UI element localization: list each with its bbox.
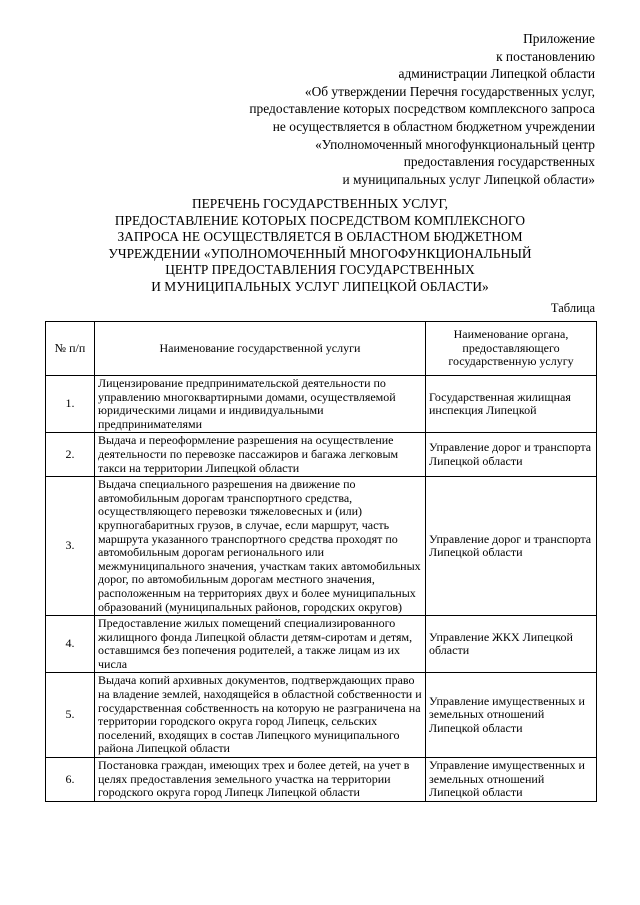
row-org: Управление дорог и транспорта Липецкой области bbox=[426, 433, 597, 477]
row-service: Постановка граждан, имеющих трех и более детей, на учет в целях предоставления земельного участка на территории городского округа город Липецк Липецкой области bbox=[95, 758, 426, 802]
services-table bbox=[45, 321, 597, 802]
row-org: Управление имущественных и земельных отношений Липецкой области bbox=[426, 673, 597, 758]
row-num: 6. bbox=[46, 758, 95, 802]
table-row bbox=[46, 616, 597, 673]
row-org: Управление ЖКХ Липецкой области bbox=[426, 616, 597, 673]
appendix-header bbox=[115, 30, 595, 188]
appendix-line: к постановлению bbox=[496, 48, 595, 64]
row-service: Лицензирование предпринимательской деятельности по управлению многоквартирными домами, осуществляемой юридическими лицами и индивидуальными предпринимателями bbox=[95, 376, 426, 433]
appendix-line: и муниципальных услуг Липецкой области» bbox=[342, 171, 595, 187]
appendix-line: не осуществляется в областном бюджетном учреждении bbox=[272, 118, 595, 134]
row-service: Выдача и переоформление разрешения на осуществление деятельности по перевозке пассажиров и багажа легковым такси на территории Липецкой области bbox=[95, 433, 426, 477]
appendix-line: «Об утверждении Перечня государственных услуг, bbox=[304, 83, 595, 99]
appendix-line: Приложение bbox=[523, 31, 595, 46]
row-org: Государственная жилищная инспекция Липецкой bbox=[426, 376, 597, 433]
title-line: УЧРЕЖДЕНИИ «УПОЛНОМОЧЕННЫЙ МНОГОФУНКЦИОНАЛЬНЫЙ bbox=[108, 245, 532, 261]
title-line: ЗАПРОСА НЕ ОСУЩЕСТВЛЯЕТСЯ В ОБЛАСТНОМ БЮДЖЕТНОМ bbox=[117, 229, 523, 245]
row-service: Предоставление жилых помещений специализированного жилищного фонда Липецкой области детям-сиротам и детям, оставшимся без попечения родителей, а также лицам из их числа bbox=[95, 616, 426, 673]
header-org: Наименование органа, предоставляющего государственную услугу bbox=[426, 322, 597, 376]
appendix-line: предоставление которых посредством комплексного запроса bbox=[249, 101, 595, 117]
table-row bbox=[46, 477, 597, 616]
row-num: 3. bbox=[46, 477, 95, 616]
title-line: ЦЕНТР ПРЕДОСТАВЛЕНИЯ ГОСУДАРСТВЕННЫХ bbox=[165, 262, 475, 278]
row-org: Управление имущественных и земельных отношений Липецкой области bbox=[426, 758, 597, 802]
row-service: Выдача специального разрешения на движение по автомобильным дорогам транспортного средства, осуществляющего перевозки тяжеловесных и (или) крупногабаритных грузов, в случае, если маршрут, часть маршрута указанного транспортного средства проходят по автомобильным дорогам регионального или межмуниципального значения, участкам таких автомобильных дорог, по автомобильным дорогам местного значения, расположенным на территориях двух и более муниципальных образований (муниципальных районов, городских округов) bbox=[95, 477, 426, 616]
table-header-row bbox=[46, 322, 597, 376]
appendix-line: администрации Липецкой области bbox=[398, 66, 595, 82]
document-title bbox=[40, 196, 600, 296]
header-service: Наименование государственной услуги bbox=[95, 322, 426, 376]
row-num: 4. bbox=[46, 616, 95, 673]
title-line: ПЕРЕЧЕНЬ ГОСУДАРСТВЕННЫХ УСЛУГ, bbox=[191, 196, 449, 211]
table-row bbox=[46, 433, 597, 477]
row-org: Управление дорог и транспорта Липецкой области bbox=[426, 477, 597, 616]
appendix-line: предоставления государственных bbox=[403, 154, 595, 170]
table-row bbox=[46, 376, 597, 433]
table-row bbox=[46, 758, 597, 802]
row-num: 2. bbox=[46, 433, 95, 477]
table-row bbox=[46, 673, 597, 758]
title-line: И МУНИЦИПАЛЬНЫХ УСЛУГ ЛИПЕЦКОЙ ОБЛАСТИ» bbox=[151, 278, 489, 294]
title-line: ПРЕДОСТАВЛЕНИЕ КОТОРЫХ ПОСРЕДСТВОМ КОМПЛЕКСНОГО bbox=[114, 212, 526, 228]
row-num: 1. bbox=[46, 376, 95, 433]
row-num: 5. bbox=[46, 673, 95, 758]
row-service: Выдача копий архивных документов, подтверждающих право на владение землей, находящейся в областной собственности и государственная собственность на которую не разграничена на территории городского округа город Липецк, сельских поселений, входящих в состав Липецкого муниципального района Липецкой области bbox=[95, 673, 426, 758]
appendix-line: «Уполномоченный многофункциональный центр bbox=[315, 136, 595, 152]
header-num: № п/п bbox=[46, 322, 95, 376]
table-caption: Таблица bbox=[550, 301, 595, 315]
